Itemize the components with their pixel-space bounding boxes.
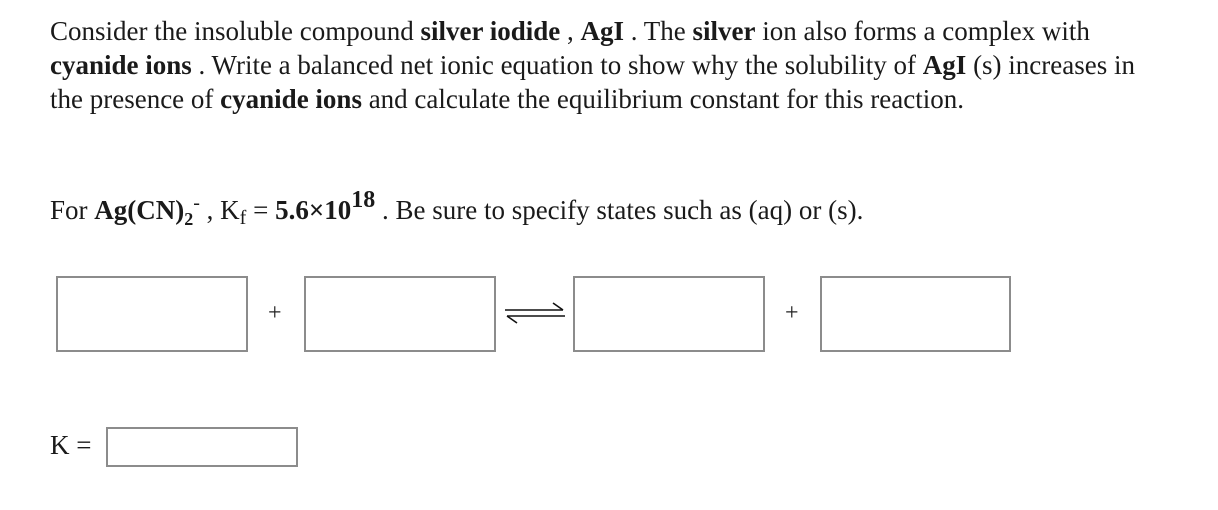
question-term-cyanide-ions: cyanide ions <box>220 84 362 114</box>
question-term-agi: AgI <box>922 50 967 80</box>
question-part: and calculate the equilibrium constant for this reaction. <box>361 84 964 114</box>
question-part: (s) increases in the presence of <box>50 50 1135 114</box>
question-part: . The <box>624 16 693 46</box>
kf-value: 5.6×10 <box>275 195 352 225</box>
equilibrium-arrow-icon <box>503 302 567 324</box>
complex-subscript: 2 <box>184 209 194 229</box>
kf-subscript: f <box>239 207 247 229</box>
complex-charge: - <box>193 192 200 214</box>
reactant-2-input[interactable] <box>304 276 496 352</box>
k-value-input[interactable] <box>106 427 298 467</box>
plus-sign: + <box>268 300 282 326</box>
kf-exponent: 18 <box>351 187 376 213</box>
question-part: Consider the insoluble compound <box>50 16 421 46</box>
question-term-agi: AgI <box>580 16 624 46</box>
product-2-input[interactable] <box>820 276 1011 352</box>
question-term-silver: silver <box>692 16 756 46</box>
question-text <box>50 14 1170 116</box>
reactant-1-input[interactable] <box>56 276 248 352</box>
formation-constant-info <box>50 187 864 229</box>
equals-sign: = <box>246 195 276 225</box>
complex-formula <box>94 195 194 229</box>
k-label: K = <box>50 430 92 460</box>
question-part: ion also forms a complex with <box>755 16 1090 46</box>
product-1-input[interactable] <box>573 276 765 352</box>
question-part: . Write a balanced net ionic equation to show why the solubility of <box>191 50 923 80</box>
info-prefix: For <box>50 195 95 225</box>
complex-formula-text: Ag(CN) <box>94 195 185 225</box>
kf-symbol: , K <box>199 195 240 225</box>
question-part: , <box>560 16 581 46</box>
plus-sign: + <box>785 300 799 326</box>
question-term-cyanide-ions: cyanide ions <box>50 50 192 80</box>
question-term-silver-iodide: silver iodide <box>420 16 561 46</box>
info-suffix: . Be sure to specify states such as (aq) or (s). <box>375 195 864 225</box>
